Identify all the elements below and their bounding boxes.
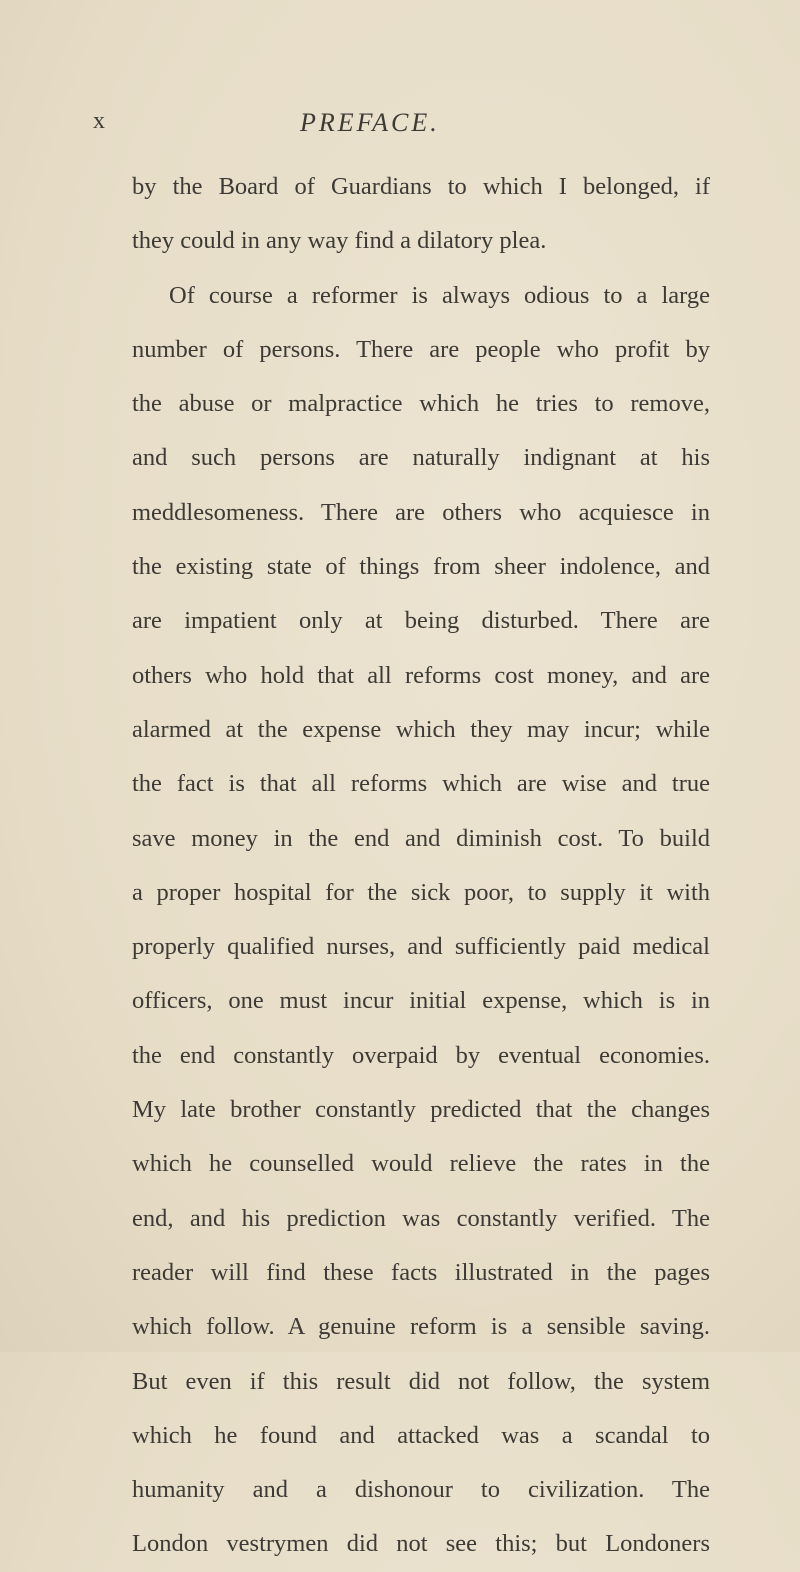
text-line: which follow. A genuine reform is a sensible saving. <box>132 1313 710 1341</box>
text-line: save money in the end and diminish cost. To build <box>132 824 710 852</box>
text-line: they could in any way find a dilatory plea. <box>132 227 547 255</box>
running-head: PREFACE. <box>300 108 440 137</box>
text-line: the abuse or malpractice which he tries to remove, <box>132 390 710 418</box>
text-line: others who hold that all reforms cost money, and are <box>132 661 710 689</box>
text-line: humanity and a dishonour to civilization. The <box>132 1476 710 1504</box>
text-line: are impatient only at being disturbed. There are <box>132 607 710 635</box>
text-line: reader will find these facts illustrated in the pages <box>132 1258 710 1286</box>
text-line: end, and his prediction was constantly verified. The <box>132 1204 710 1232</box>
text-line: Of course a reformer is always odious to a large <box>169 281 710 309</box>
text-line: which he found and attacked was a scandal to <box>132 1421 710 1449</box>
text-line: officers, one must incur initial expense, which is in <box>132 987 710 1015</box>
text-line: But even if this result did not follow, the system <box>132 1367 710 1395</box>
text-line: a proper hospital for the sick poor, to supply it with <box>132 878 710 906</box>
text-line: the existing state of things from sheer indolence, and <box>132 553 710 581</box>
text-line: and such persons are naturally indignant at his <box>132 444 710 472</box>
text-line: the end constantly overpaid by eventual economies. <box>132 1041 710 1069</box>
text-line: by the Board of Guardians to which I belonged, if <box>132 173 710 200</box>
text-line: the fact is that all reforms which are wise and true <box>132 770 710 798</box>
page-header <box>0 108 800 148</box>
text-line: meddlesomeness. There are others who acquiesce in <box>132 498 710 526</box>
page-number: x <box>93 108 106 134</box>
text-line: London vestrymen did not see this; but Londoners <box>132 1530 710 1558</box>
text-line: properly qualified nurses, and sufficiently paid medical <box>132 933 710 961</box>
body-text <box>132 160 710 1572</box>
text-line: My late brother constantly predicted that the changes <box>132 1096 710 1124</box>
text-line: which he counselled would relieve the rates in the <box>132 1150 710 1178</box>
text-line: number of persons. There are people who profit by <box>132 335 710 363</box>
text-line: alarmed at the expense which they may incur; while <box>132 715 710 743</box>
